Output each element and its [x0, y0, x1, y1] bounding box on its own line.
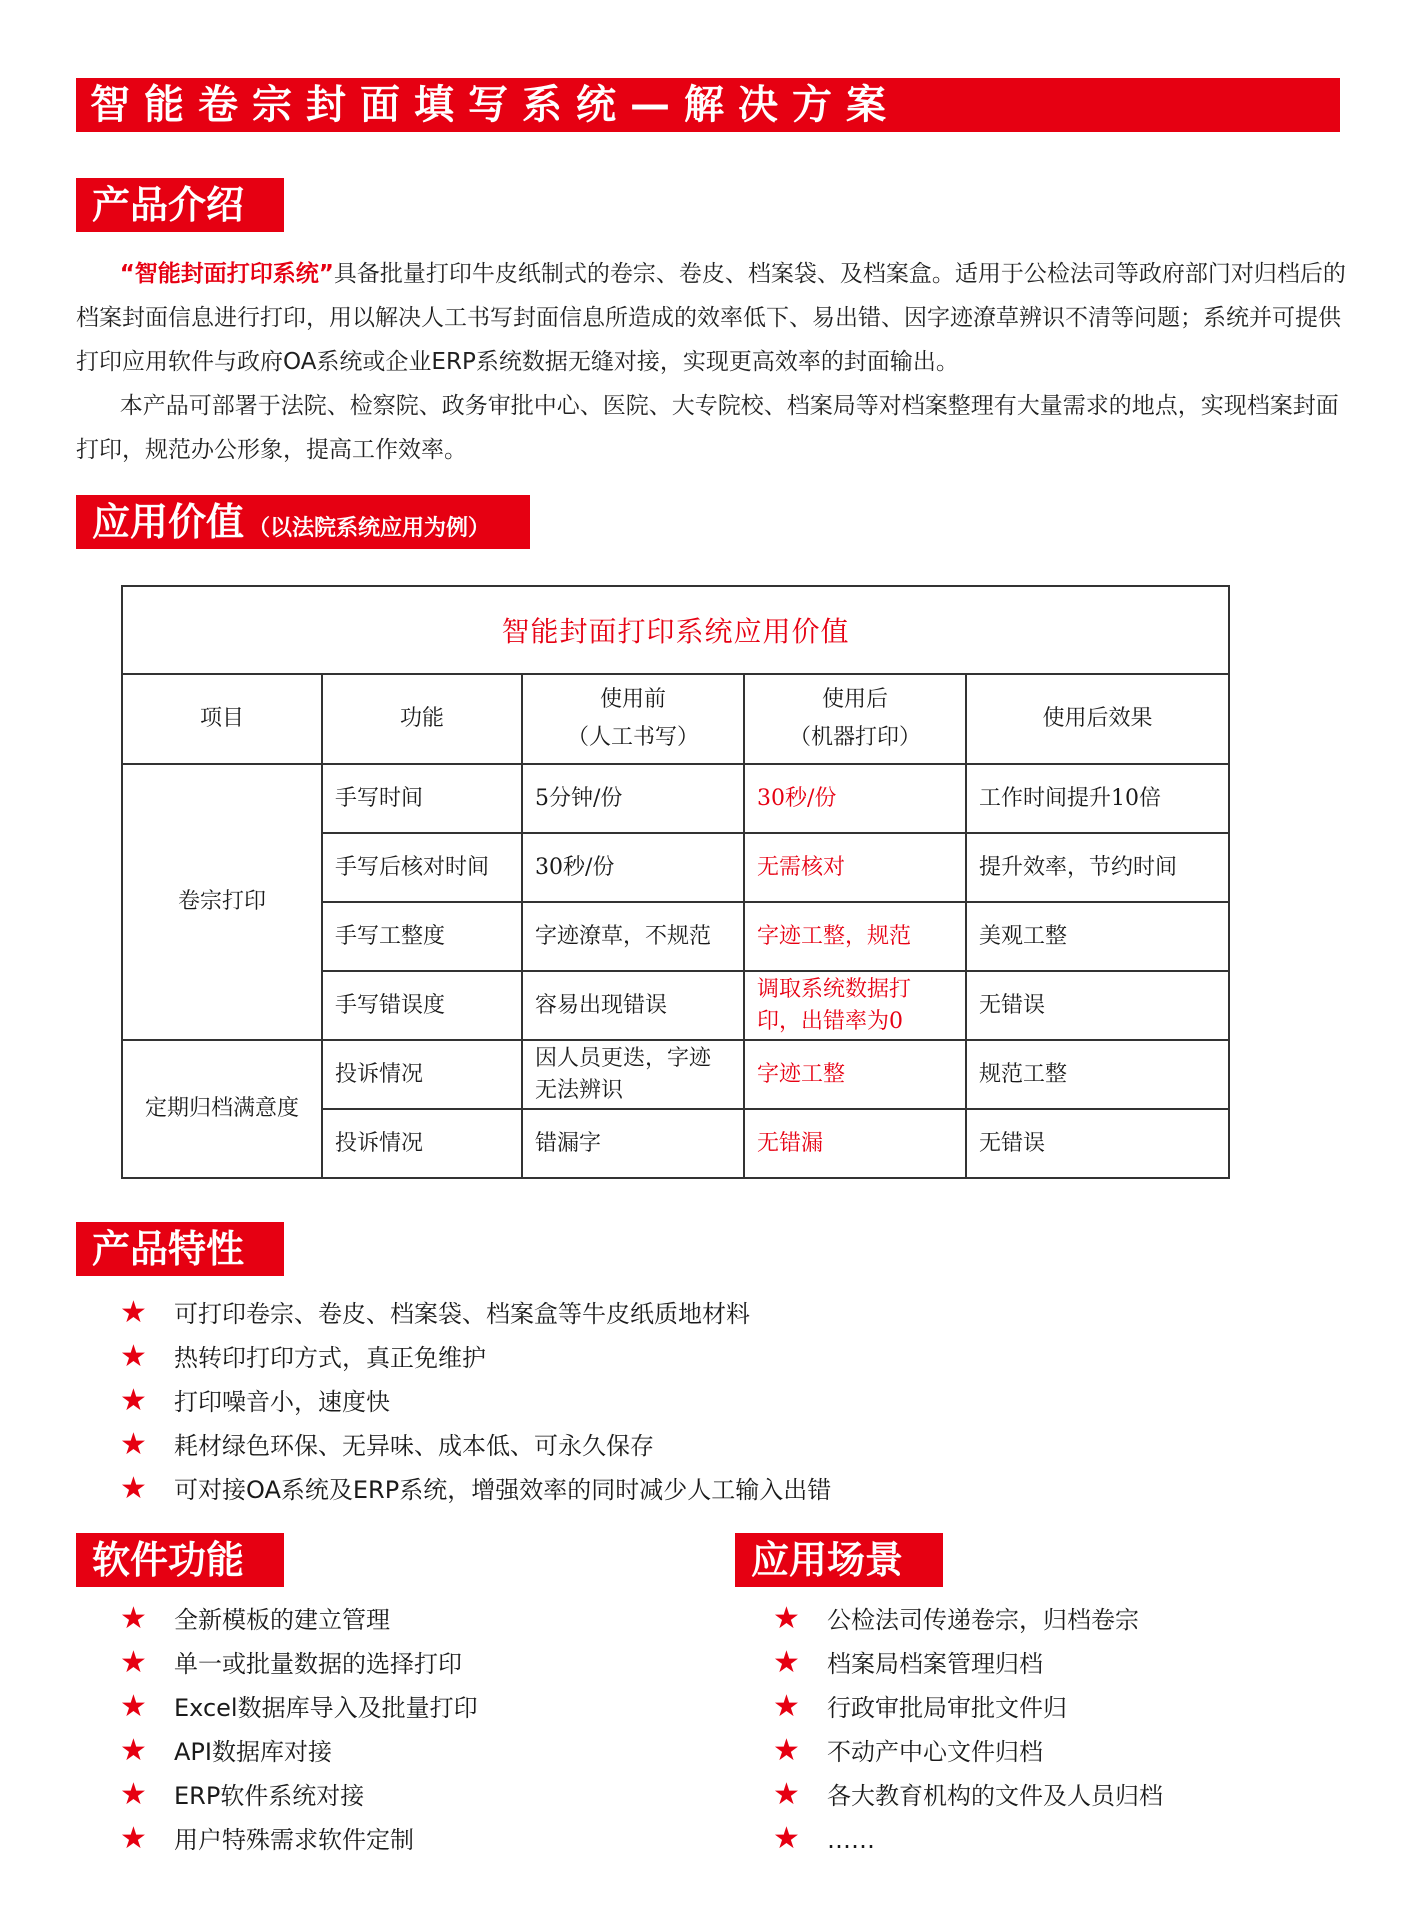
section-heading-value: [76, 495, 530, 549]
list-item-text: 各大教育机构的文件及人员归档: [827, 1782, 1163, 1810]
table-row: [122, 764, 1229, 833]
list-item: [773, 1685, 1163, 1729]
list-item-text: 打印噪音小，速度快: [174, 1388, 390, 1416]
list-item-text: 耗材绿色环保、无异味、成本低、可永久保存: [174, 1432, 654, 1460]
star-icon: ★: [120, 1471, 147, 1506]
list-item: [120, 1291, 831, 1335]
star-icon: ★: [120, 1601, 147, 1636]
list-item: [773, 1597, 1163, 1641]
section-heading-scenarios: 应用场景: [735, 1533, 943, 1587]
cell-effect: 提升效率，节约时间: [966, 833, 1229, 902]
intro-paragraph-1: [76, 252, 1356, 384]
list-item-text: 热转印打印方式，真正免维护: [174, 1344, 486, 1372]
star-icon: ★: [120, 1689, 147, 1724]
features-list: [120, 1291, 831, 1511]
header-after-label: 使用后: [821, 687, 888, 712]
list-item-text: 单一或批量数据的选择打印: [174, 1650, 462, 1678]
list-item: [120, 1467, 831, 1511]
scenarios-list: [773, 1597, 1163, 1861]
list-item: [773, 1641, 1163, 1685]
value-heading-text: 应用价值: [92, 500, 245, 544]
star-icon: ★: [773, 1821, 800, 1856]
list-item: [120, 1729, 478, 1773]
list-item: [773, 1729, 1163, 1773]
group-label: 定期归档满意度: [122, 1040, 322, 1178]
list-item-text: Excel数据库导入及批量打印: [174, 1694, 478, 1722]
header-before: [522, 674, 744, 764]
list-item-text: 公检法司传递卷宗，归档卷宗: [827, 1606, 1139, 1634]
list-item-text: ERP软件系统对接: [174, 1782, 365, 1810]
cell-before: 5分钟/份: [522, 764, 744, 833]
group-label: 卷宗打印: [122, 764, 322, 1040]
cell-before: 字迹潦草，不规范: [522, 902, 744, 971]
header-effect: 使用后效果: [966, 674, 1229, 764]
list-item-text: 档案局档案管理归档: [827, 1650, 1043, 1678]
star-icon: ★: [120, 1339, 147, 1374]
star-icon: ★: [773, 1777, 800, 1812]
header-function: 功能: [322, 674, 522, 764]
star-icon: ★: [120, 1427, 147, 1462]
star-icon: ★: [120, 1777, 147, 1812]
cell-before: 30秒/份: [522, 833, 744, 902]
star-icon: ★: [120, 1821, 147, 1856]
page-title: 智能卷宗封面填写系统—解决方案: [76, 78, 1340, 132]
list-item: [773, 1773, 1163, 1817]
list-item: [773, 1817, 1163, 1861]
section-heading-features: 产品特性: [76, 1222, 284, 1276]
star-icon: ★: [773, 1733, 800, 1768]
list-item: [120, 1335, 831, 1379]
cell-after: 30秒/份: [744, 764, 966, 833]
intro-quote: “智能封面打印系统”: [119, 261, 334, 287]
cell-effect: 规范工整: [966, 1040, 1229, 1109]
intro-text-1: 具备批量打印牛皮纸制式的卷宗、卷皮、档案袋、及档案盒。适用于公检法司等政府部门对归档后的档案封面信息进行打印，用以解决人工书写封面信息所造成的效率低下、易出错、因字迹潦草辨识不清等问题；系统并可提供打印应用软件与政府OA系统或企业ERP系统数据无缝对接，实现更高效率的封面输出。: [76, 261, 1346, 375]
list-item-text: 用户特殊需求软件定制: [174, 1826, 414, 1854]
cell-function: 投诉情况: [322, 1040, 522, 1109]
header-after-note: （机器打印）: [788, 725, 921, 750]
cell-after: 无需核对: [744, 833, 966, 902]
list-item: [120, 1379, 831, 1423]
list-item: [120, 1685, 478, 1729]
star-icon: ★: [120, 1733, 147, 1768]
cell-after: 无错漏: [744, 1109, 966, 1178]
list-item-text: 行政审批局审批文件归: [827, 1694, 1067, 1722]
intro-paragraph-2: 本产品可部署于法院、检察院、政务审批中心、医院、大专院校、档案局等对档案整理有大量需求的地点，实现档案封面打印，规范办公形象，提高工作效率。: [76, 393, 1339, 463]
cell-effect: 工作时间提升10倍: [966, 764, 1229, 833]
cell-effect: 无错误: [966, 1109, 1229, 1178]
section-heading-intro: 产品介绍: [76, 178, 284, 232]
list-item: [120, 1423, 831, 1467]
cell-after: 字迹工整: [744, 1040, 966, 1109]
cell-function: 投诉情况: [322, 1109, 522, 1178]
cell-effect: 无错误: [966, 971, 1229, 1040]
star-icon: ★: [120, 1295, 147, 1330]
cell-before: 因人员更迭，字迹无法辨识: [522, 1040, 744, 1109]
cell-effect: 美观工整: [966, 902, 1229, 971]
cell-before: 容易出现错误: [522, 971, 744, 1040]
cell-function: 手写错误度: [322, 971, 522, 1040]
cell-after: 调取系统数据打印，出错率为0: [744, 971, 966, 1040]
value-table: [121, 585, 1230, 1179]
header-after: [744, 674, 966, 764]
list-item-text: 不动产中心文件归档: [827, 1738, 1043, 1766]
list-item: [120, 1597, 478, 1641]
star-icon: ★: [120, 1383, 147, 1418]
list-item-text: API数据库对接: [174, 1738, 332, 1766]
section-heading-software: 软件功能: [76, 1533, 284, 1587]
cell-function: 手写后核对时间: [322, 833, 522, 902]
cell-before: 错漏字: [522, 1109, 744, 1178]
list-item: [120, 1773, 478, 1817]
cell-function: 手写工整度: [322, 902, 522, 971]
list-item-text: 可打印卷宗、卷皮、档案袋、档案盒等牛皮纸质地材料: [174, 1300, 750, 1328]
star-icon: ★: [773, 1601, 800, 1636]
header-before-label: 使用前: [599, 687, 666, 712]
star-icon: ★: [120, 1645, 147, 1680]
table-row: [122, 1040, 1229, 1109]
header-before-note: （人工书写）: [566, 725, 699, 750]
list-item-text: 可对接OA系统及ERP系统，增强效率的同时减少人工输入出错: [174, 1476, 832, 1504]
list-item-text: ……: [827, 1826, 875, 1854]
cell-after: 字迹工整，规范: [744, 902, 966, 971]
table-caption: 智能封面打印系统应用价值: [122, 586, 1229, 674]
star-icon: ★: [773, 1645, 800, 1680]
value-subheading: （以法院系统应用为例）: [248, 516, 491, 541]
list-item-text: 全新模板的建立管理: [174, 1606, 390, 1634]
list-item: [120, 1641, 478, 1685]
list-item: [120, 1817, 478, 1861]
header-item: 项目: [122, 674, 322, 764]
table-header-row: [122, 674, 1229, 764]
star-icon: ★: [773, 1689, 800, 1724]
cell-function: 手写时间: [322, 764, 522, 833]
software-list: [120, 1597, 478, 1861]
